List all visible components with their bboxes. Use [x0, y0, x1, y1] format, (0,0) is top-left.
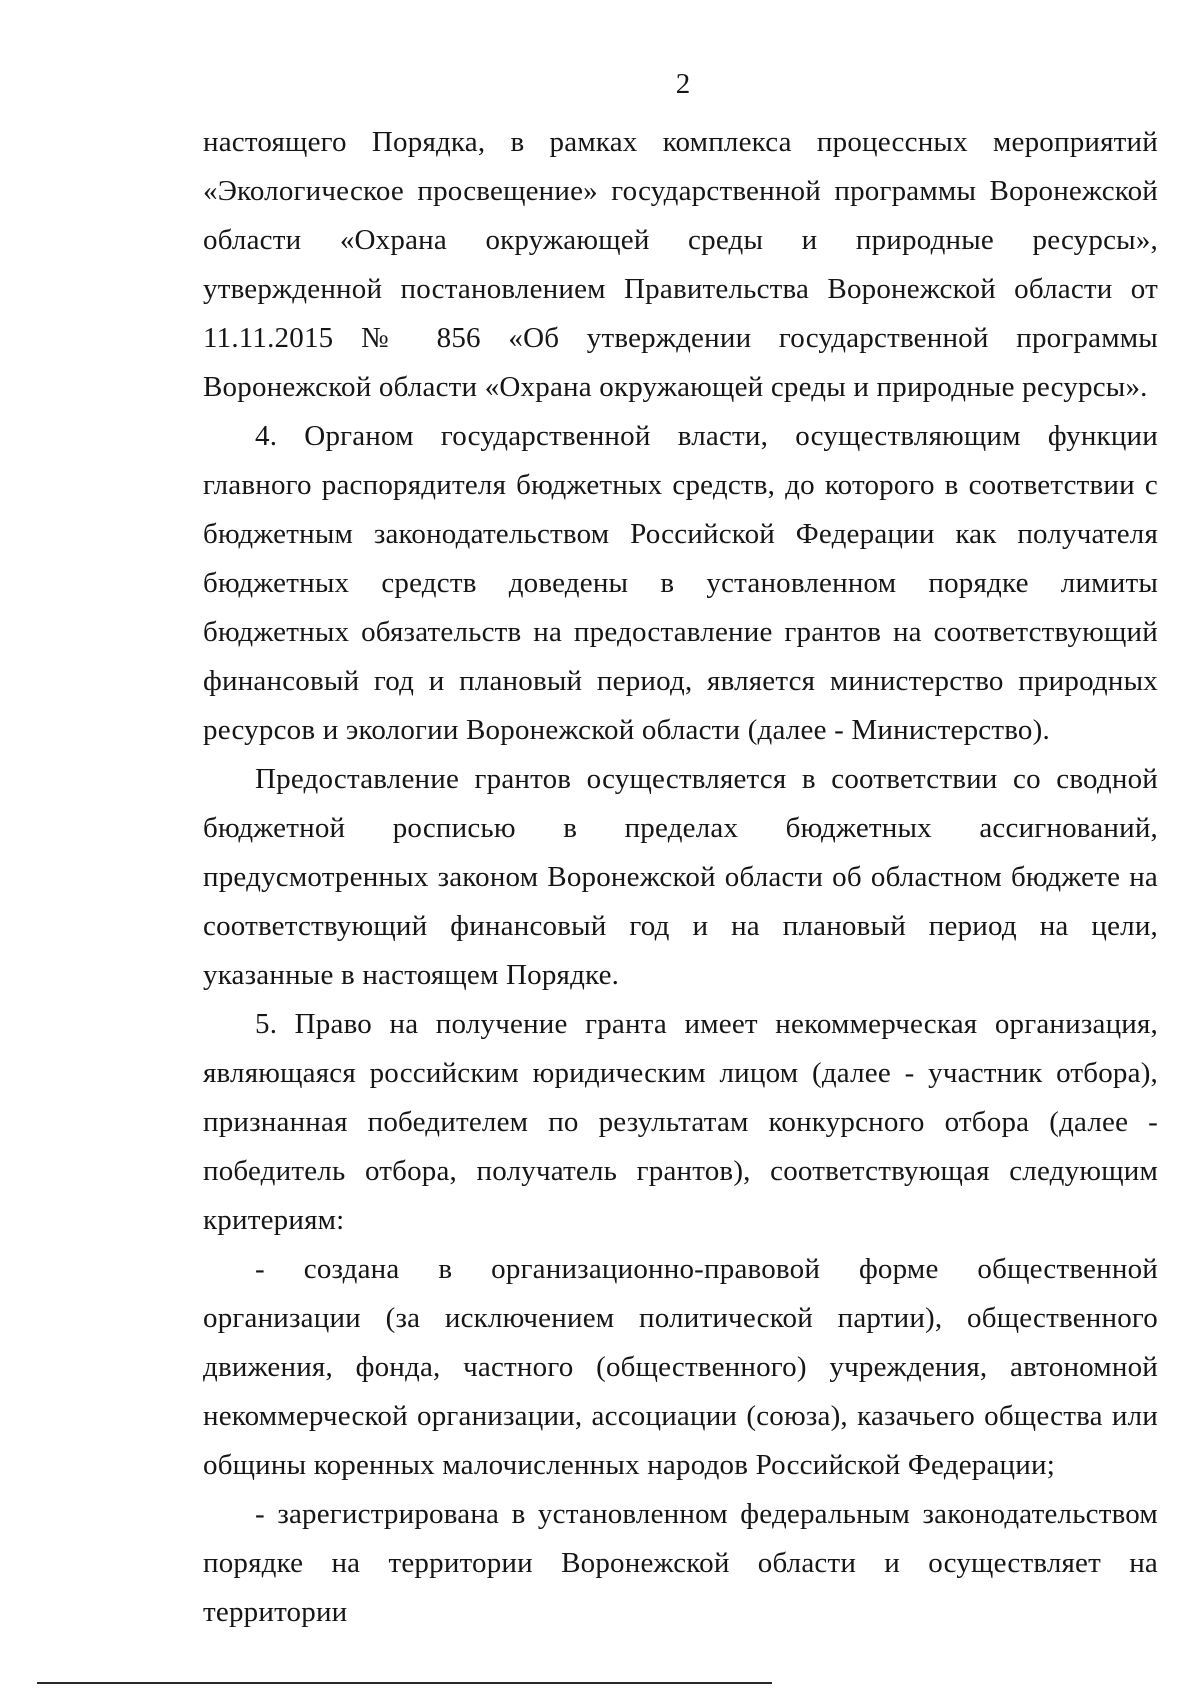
paragraph-continuation: настоящего Порядка, в рамках комплекса процессных мероприятий «Экологическое просвещение» государственной программы Воронежской области «Охрана окружающей среды и природные ресурсы», утвержденной постановлением Правительства Воронежской области от 11.11.2015 № 856 «Об утверждении государственной программы Воронежской области «Охрана окружающей среды и природные ресурсы». — [203, 126, 1158, 403]
paragraph-grant-provision: Предоставление грантов осуществляется в соответствии со сводной бюджетной росписью в пределах бюджетных ассигнований, предусмотренных законом Воронежской области об областном бюджете на соответствующий финансовый год и на плановый период на цели, указанные в настоящем Порядке. — [203, 763, 1158, 991]
criterion-registration: - зарегистрирована в установленном федеральным законодательством порядке на территории Воронежской области и осуществляет на территории — [203, 1498, 1158, 1628]
page-number: 2 — [675, 68, 691, 100]
paragraph-item-4: 4. Органом государственной власти, осуществляющим функции главного распорядителя бюджетных средств, до которого в соответствии с бюджетным законодательством Российской Федерации как получателя бюджетных средств доведены в установленном порядке лимиты бюджетных обязательств на предоставление грантов на соответствующий финансовый год и плановый период, является министерство природных ресурсов и экологии Воронежской области (далее - Министерство). — [203, 420, 1158, 746]
paragraph-item-5: 5. Право на получение гранта имеет некоммерческая организация, являющаяся российским юридическим лицом (далее - участник отбора), признанная победителем по результатам конкурсного отбора (далее - победитель отбора, получатель грантов), соответствующая следующим критериям: — [203, 1008, 1158, 1236]
document-body — [203, 118, 1158, 1637]
bottom-rule — [37, 1682, 772, 1684]
criterion-organization-form: - создана в организационно-правовой форме общественной организации (за исключением политической партии), общественного движения, фонда, частного (общественного) учреждения, автономной некоммерческой организации, ассоциации (союза), казачьего общества или общины коренных малочисленных народов Российской Федерации; — [203, 1253, 1158, 1481]
